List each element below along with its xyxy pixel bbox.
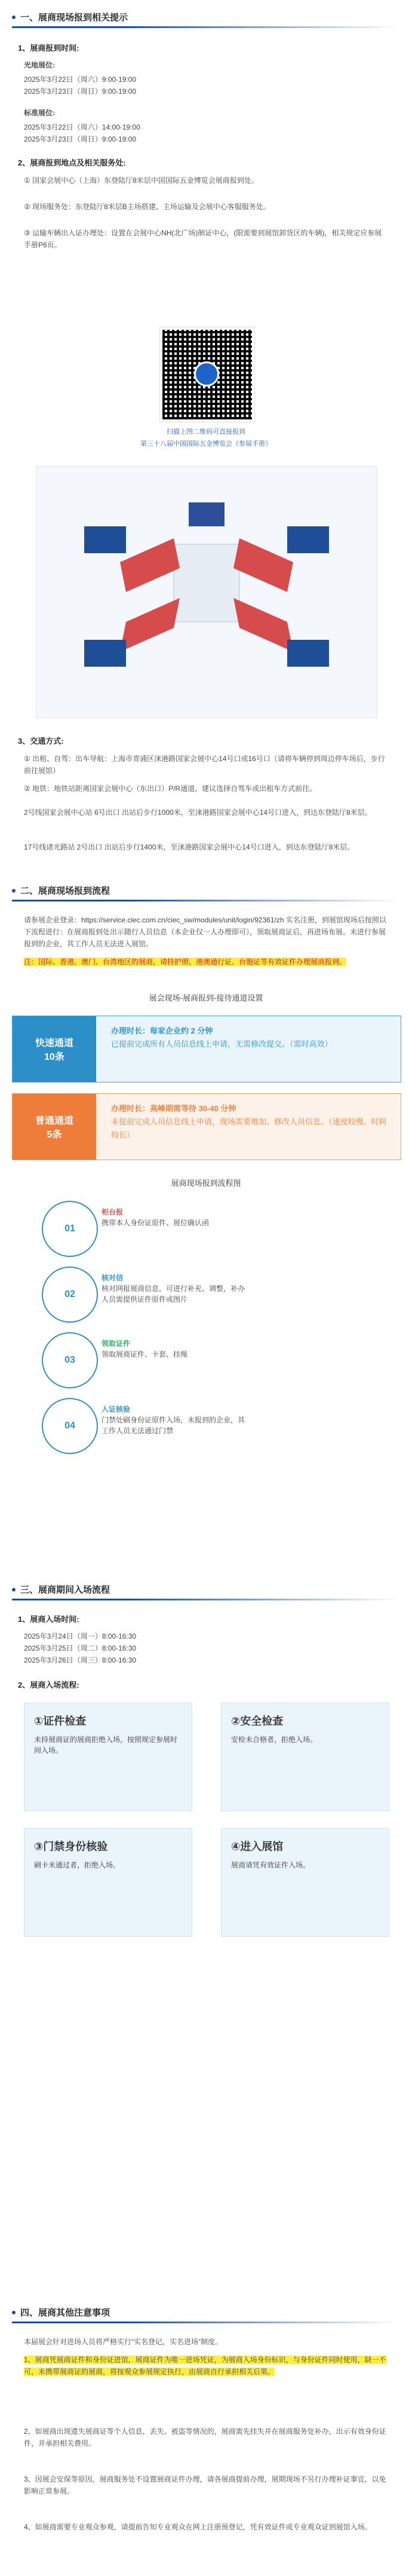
- step-4-circle: 04: [42, 1398, 98, 1454]
- step-2-text: 核对信 核对网报展商信息，可进行补充、调整，补办人员需提供证件原件或图片: [102, 1274, 245, 1304]
- section-title-text: 三、展商期间入场流程: [20, 1585, 110, 1595]
- fast-lane-card: [12, 1016, 401, 1082]
- sub-title: 2、展商入场流程:: [18, 1680, 79, 1689]
- sub-title: 3、交通方式:: [18, 737, 64, 746]
- qr-caption: 第三十八届中国国际五金博览会《参展手册》: [140, 440, 272, 447]
- fast-lane-body: 办理时长：每家企业约 2 分钟 已提前完成所有人员信息线上申请，无需修改提交。（需时高效）: [111, 1026, 333, 1048]
- entry-step-3: ③门禁身份核验 刷卡未通过者，拒绝入场。: [24, 1828, 192, 1937]
- qr-caption: 扫描上图二维码可直接报到: [167, 428, 245, 436]
- entry-step-2: ②安全检查 安检未合格者，拒绝入场。: [221, 1703, 389, 1811]
- normal-lane-card: [12, 1093, 401, 1160]
- addr-line: ① 国家会展中心（上海）东登陆厅8米层中国国际五金博览会展商报到处。: [24, 176, 259, 185]
- section-title-2: [12, 884, 110, 897]
- notice-paragraph: 2、如展商出现遗失展商证等个人信息，丢失、被盗等情况的，展商需先挂失并在展商服务处补办，出示有效身份证件，并承担相关费用。: [24, 2427, 386, 2448]
- divider: [12, 2322, 400, 2323]
- reg-note: 注：国际、香港、澳门、台湾地区的展商，请持护照、港澳通行证、台胞证等有效证件办理展商报到。: [24, 958, 347, 966]
- traffic-line: ② 地铁：地铁站距离国家会展中心（东出口）P/R通道，建议选择自驾车或出租车方式前往。: [24, 784, 317, 793]
- divider: [12, 26, 400, 28]
- section-title-1: [12, 11, 128, 23]
- traffic-line: ① 出租、自驾：出车导航：上海市青浦区涞港路国家会展中心14号口或16号口（请将车辆停到周边停车场后，步行前往展馆）: [24, 755, 385, 775]
- qr-logo-icon: [194, 361, 219, 387]
- section-title-text: 二、展商现场报到流程: [20, 886, 110, 896]
- section-title-3: [12, 1583, 110, 1596]
- sub-title: 1、展商报到时间:: [18, 44, 79, 53]
- sub-title: 2、展商报到地点及相关服务处:: [18, 158, 126, 167]
- step-1-circle: 01: [42, 1201, 98, 1257]
- step-3-circle: 03: [42, 1332, 98, 1388]
- step-2-circle: 02: [42, 1266, 98, 1323]
- time-line: 2025年3月23日（周日）9:00-19:00: [24, 87, 137, 96]
- section-title-text: 四、展商其他注意事项: [20, 2308, 110, 2318]
- normal-lane-label: 普通通道 5条: [13, 1094, 96, 1160]
- venue-map-image: [36, 466, 377, 718]
- section-title-4: [12, 2306, 110, 2319]
- traffic-line: 17号线诸光路站 2号出口 出站后步行1400米，至涞港路国家会展中心14号口进入，到达东登陆厅8米层。: [24, 843, 355, 851]
- addr-line: ② 现场服务处：东登陆厅8米层B主场搭建、主场运输及会展中心客服服务处。: [24, 203, 270, 211]
- step-4-text: 入证核验 门禁处刷身份证原件入场，未报到的企业，其工作人员无法通过门禁: [102, 1405, 245, 1435]
- time-line: 2025年3月22日（周六）14:00-19:00: [24, 123, 140, 131]
- divider: [12, 1599, 400, 1600]
- step-3-text: 领取证件 领取展商证件、卡套、挂绳: [102, 1339, 188, 1358]
- entry-step-4: ④进入展馆 展商请凭有效证件入场。: [221, 1828, 389, 1937]
- section-title-text: 一、展商现场报到相关提示: [20, 13, 128, 23]
- bullet-icon: [12, 2311, 16, 2314]
- traffic-line: 2号线国家会展中心站 6号出口 出站后步行1000米，至涞港路国家会展中心14号口进入，到达东登陆厅8米层。: [24, 808, 372, 817]
- reg-paragraph: 请参展企业登录：https://service.ciec.com.cn/ciec_sw/modules/unit/login/92361/zh 实名注册，到展馆现场后按照以下流程进行：在展商报到处出示随行人员信息（本企业仅一人办理即可），领取展商证后，再进场布展。未进行参展报到的企业，其工作人员无法进入展馆。: [24, 916, 386, 948]
- bullet-icon: [12, 1588, 16, 1591]
- normal-lane-body: 办理时长：高峰期需等待 30-40 分钟 未提前完成人员信息线上申请，现场需要增加、修改人员信息。（速度较慢、时间较长）: [111, 1104, 387, 1139]
- fast-lane-label: 快速通道 10条: [13, 1016, 96, 1082]
- flow-title: 展商现场报到流程图: [171, 1179, 241, 1188]
- notice-paragraph: 4、如展商需要专业观众参观，请提前告知专业观众在网上注册预登记，凭有效证件或专业观众证到展馆入场。: [24, 2523, 372, 2531]
- time-line: 2025年3月24日（周一）8:00-16:30: [24, 1632, 137, 1640]
- label-biaozhun: 标准展位:: [24, 109, 55, 117]
- notice-paragraph: 1、展商凭展商证件和身份证进馆，展商证件为唯一进场凭证，为展商入场身份标识，与身份证件同时使用，缺一不可，未携带展商证的展商，将按观众参展规定执行，由展商自行承担相关后果。: [24, 2356, 386, 2376]
- entry-step-1: ①证件检查 未持展商证的展商拒绝入场，按照规定参展时间入场。: [24, 1703, 192, 1811]
- flow-title: 展会现场-展商报到-接待通道设置: [149, 993, 263, 1002]
- notice-paragraph: 本届展会针对进场人员将严格实行“实名登记，实名进场”制度。: [24, 2338, 222, 2346]
- label-guangdi: 光地展位:: [24, 61, 55, 69]
- bullet-icon: [12, 889, 16, 893]
- time-line: 2025年3月22日（周六）9:00-19:00: [24, 75, 137, 84]
- time-line: 2025年3月26日（周三）8:00-16:30: [24, 1656, 137, 1664]
- step-1-text: 柜台报 携带本人身份证原件、展位确认函: [102, 1208, 210, 1227]
- sub-title: 1、展商入场时间:: [18, 1615, 79, 1624]
- venue-map-illustration: [36, 467, 377, 717]
- divider: [12, 900, 400, 901]
- bullet-icon: [12, 16, 16, 19]
- time-line: 2025年3月23日（周日）9:00-19:00: [24, 135, 137, 143]
- notice-paragraph: 3、因展会安保等原因，展商服务处不设置展商证件办理，请各展商提前办理，展期现场不另行办理补证事宜，以免影响正常参展。: [24, 2475, 386, 2495]
- time-line: 2025年3月25日（周二）8:00-16:30: [24, 1644, 137, 1652]
- addr-line: ③ 运输车辆出入证办理处：设置在会展中心NH(北广场)制证中心，(限需要到展馆卸货区的车辆)，相关规定应参展手册P6页。: [24, 229, 382, 249]
